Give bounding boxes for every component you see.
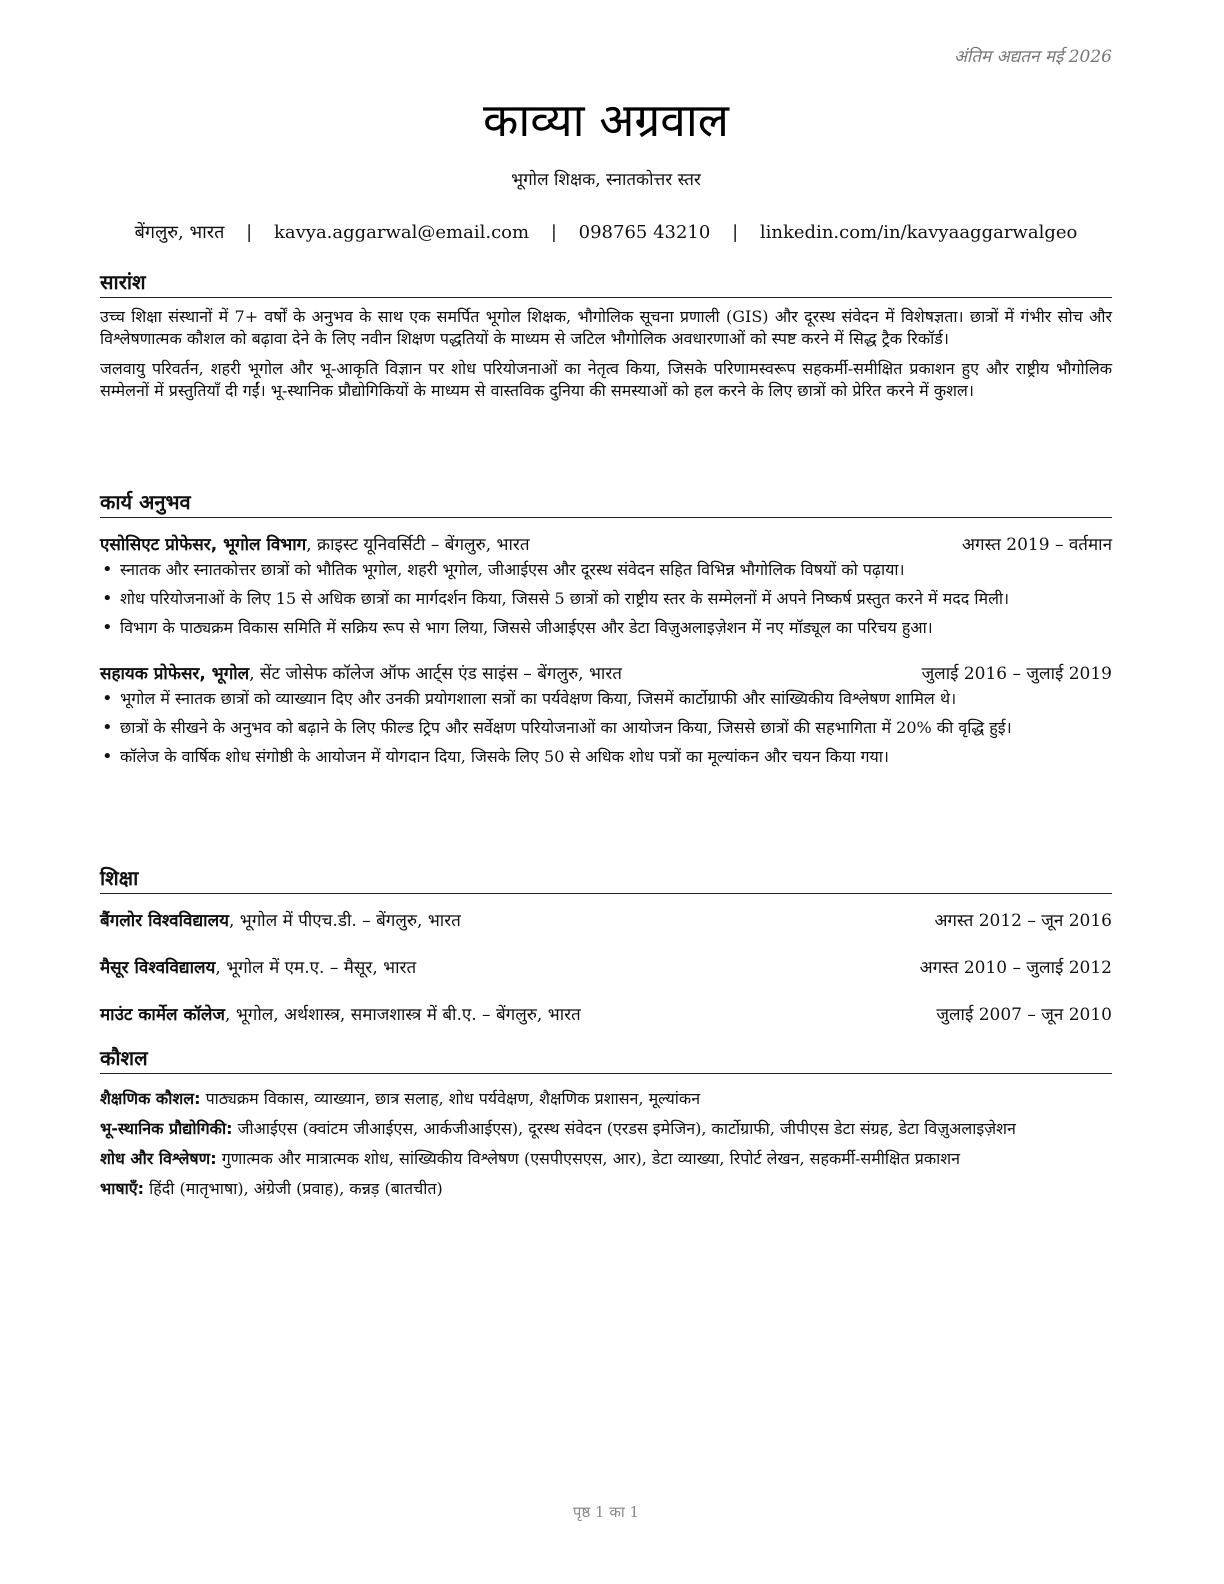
page-number: पृष्ठ 1 का 1	[572, 1503, 640, 1521]
job-bullets	[100, 559, 1112, 639]
skill-row	[100, 1148, 1112, 1170]
job-role: सहायक प्रोफेसर, भूगोल	[100, 664, 250, 684]
education-dates: जुलाई 2007 – जून 2010	[936, 1005, 1112, 1025]
job-bullet: • कॉलेज के वार्षिक शोध संगोष्ठी के आयोजन में योगदान दिया, जिसके लिए 50 से अधिक शोध पत्रों का मूल्यांकन और चयन किया गया।	[100, 746, 1112, 768]
experience-section	[100, 488, 1112, 775]
job-organization: , क्राइस्ट यूनिवर्सिटी – बेंगलुरु, भारत	[306, 535, 530, 555]
contact-separator: |	[550, 222, 557, 243]
job-header	[100, 532, 1112, 555]
job-bullet: • विभाग के पाठ्यक्रम विकास समिति में सक्रिय रूप से भाग लिया, जिससे जीआईएस और डेटा विज़ुअलाइज़ेशन में नए मॉड्यूल का परिचय हुआ।	[100, 617, 1112, 639]
job-header	[100, 661, 1112, 684]
contact-separator: |	[246, 222, 253, 243]
skill-label: शैक्षणिक कौशल:	[100, 1089, 201, 1108]
education-detail: , भूगोल में पीएच.डी. – बेंगलुरु, भारत	[228, 911, 461, 931]
job-entry	[100, 661, 1112, 768]
education-detail: , भूगोल में एम.ए. – मैसूर, भारत	[215, 958, 417, 978]
job-bullet: • शोध परियोजनाओं के लिए 15 से अधिक छात्रों का मार्गदर्शन किया, जिससे 5 छात्रों को राष्ट्रीय स्तर के सम्मेलनों में अपने निष्कर्ष प्रस्तुत करने में मदद मिली।	[100, 588, 1112, 610]
skill-label: शोध और विश्लेषण:	[100, 1149, 217, 1168]
skills-section	[100, 1044, 1112, 1208]
candidate-subtitle: भूगोल शिक्षक, स्नातकोत्तर स्तर	[511, 170, 701, 190]
education-detail: , भूगोल, अर्थशास्त्र, समाजशास्त्र में बी.ए. – बेंगलुरु, भारत	[225, 1005, 581, 1025]
summary-section	[100, 268, 1112, 402]
contact-email[interactable]: kavya.aggarwal@email.com	[273, 222, 530, 243]
section-title-skills: कौशल	[100, 1044, 1112, 1074]
skill-row	[100, 1178, 1112, 1200]
skill-row	[100, 1088, 1112, 1110]
job-organization: , सेंट जोसेफ कॉलेज ऑफ आर्ट्स एंड साइंस – बेंगलुरु, भारत	[249, 664, 622, 684]
skill-value: पाठ्यक्रम विकास, व्याख्यान, छात्र सलाह, शोध पर्यवेक्षण, शैक्षणिक प्रशासन, मूल्यांकन	[200, 1089, 701, 1108]
section-title-education: शिक्षा	[100, 864, 1112, 894]
education-entry	[100, 908, 1112, 931]
skill-value: गुणात्मक और मात्रात्मक शोध, सांख्यिकीय विश्लेषण (एसपीएसएस, आर), डेटा व्याख्या, रिपोर्ट लेखन, सहकर्मी-समीक्षित प्रकाशन	[216, 1149, 961, 1168]
job-bullet: • छात्रों के सीखने के अनुभव को बढ़ाने के लिए फील्ड ट्रिप और सर्वेक्षण परियोजनाओं का आयोजन किया, जिससे छात्रों की सहभागिता में 20% की वृद्धि हुई।	[100, 717, 1112, 739]
summary-paragraph: उच्च शिक्षा संस्थानों में 7+ वर्षों के अनुभव के साथ एक समर्पित भूगोल शिक्षक, भौगोलिक सूचना प्रणाली (GIS) और दूरस्थ संवेदन में विशेषज्ञता। छात्रों में गंभीर सोच और विश्लेषणात्मक कौशल को बढ़ावा देने के लिए नवीन शिक्षण पद्धतियों के माध्यम से जटिल भौगोलिक अवधारणाओं को स्पष्ट करने में सिद्ध ट्रैक रिकॉर्ड।	[100, 307, 1112, 348]
education-entry	[100, 1002, 1112, 1025]
job-dates: अगस्त 2019 – वर्तमान	[962, 535, 1112, 555]
job-bullets	[100, 688, 1112, 768]
contact-phone: 098765 43210	[578, 222, 711, 243]
section-title-summary: सारांश	[100, 268, 1112, 298]
education-dates: अगस्त 2010 – जुलाई 2012	[919, 958, 1112, 978]
skill-label: भू-स्थानिक प्रौद्योगिकी:	[100, 1119, 233, 1138]
education-dates: अगस्त 2012 – जून 2016	[934, 911, 1112, 931]
contact-location: बेंगलुरु, भारत	[134, 222, 225, 243]
education-school: माउंट कार्मेल कॉलेज	[100, 1005, 226, 1025]
contact-separator: |	[732, 222, 739, 243]
summary-paragraph: जलवायु परिवर्तन, शहरी भूगोल और भू-आकृति विज्ञान पर शोध परियोजनाओं का नेतृत्व किया, जिसके परिणामस्वरूप सहकर्मी-समीक्षित प्रकाशन हुए और राष्ट्रीय भौगोलिक सम्मेलनों में प्रस्तुतियाँ दी गईं। भू-स्थानिक प्रौद्योगिकियों के माध्यम से वास्तविक दुनिया की समस्याओं को हल करने के लिए छात्रों को प्रेरित करने में कुशल।	[100, 359, 1112, 400]
candidate-name: काव्या अग्रवाल	[483, 93, 729, 147]
education-section	[100, 864, 1112, 1025]
skill-row	[100, 1118, 1112, 1140]
job-entry	[100, 532, 1112, 639]
skill-value: हिंदी (मातृभाषा), अंग्रेजी (प्रवाह), कन्नड़ (बातचीत)	[144, 1179, 443, 1198]
job-bullet: • स्नातक और स्नातकोत्तर छात्रों को भौतिक भूगोल, शहरी भूगोल, जीआईएस और दूरस्थ संवेदन सहित विभिन्न भौगोलिक विषयों को पढ़ाया।	[100, 559, 1112, 581]
skill-label: भाषाएँ:	[100, 1179, 145, 1198]
last-updated: अंतिम अद्यतन मई 2026	[953, 47, 1112, 67]
contact-linkedin[interactable]: linkedin.com/in/kavyaaggarwalgeo	[759, 222, 1078, 243]
job-bullet: • भूगोल में स्नातक छात्रों को व्याख्यान दिए और उनकी प्रयोगशाला सत्रों का पर्यवेक्षण किया, जिसमें कार्टोग्राफी और सांख्यिकीय विश्लेषण शामिल थे।	[100, 688, 1112, 710]
education-school: बैंगलोर विश्वविद्यालय	[100, 911, 229, 931]
section-title-experience: कार्य अनुभव	[100, 488, 1112, 518]
job-dates: जुलाई 2016 – जुलाई 2019	[921, 664, 1112, 684]
skill-value: जीआईएस (क्वांटम जीआईएस, आर्कजीआईएस), दूरस्थ संवेदन (एरडस इमेजिन), कार्टोग्राफी, जीपीएस डेटा संग्रह, डेटा विज़ुअलाइज़ेशन	[232, 1119, 1016, 1138]
job-role: एसोसिएट प्रोफेसर, भूगोल विभाग	[100, 535, 307, 555]
education-school: मैसूर विश्वविद्यालय	[100, 958, 216, 978]
contact-line	[100, 220, 1112, 244]
education-entry	[100, 955, 1112, 978]
